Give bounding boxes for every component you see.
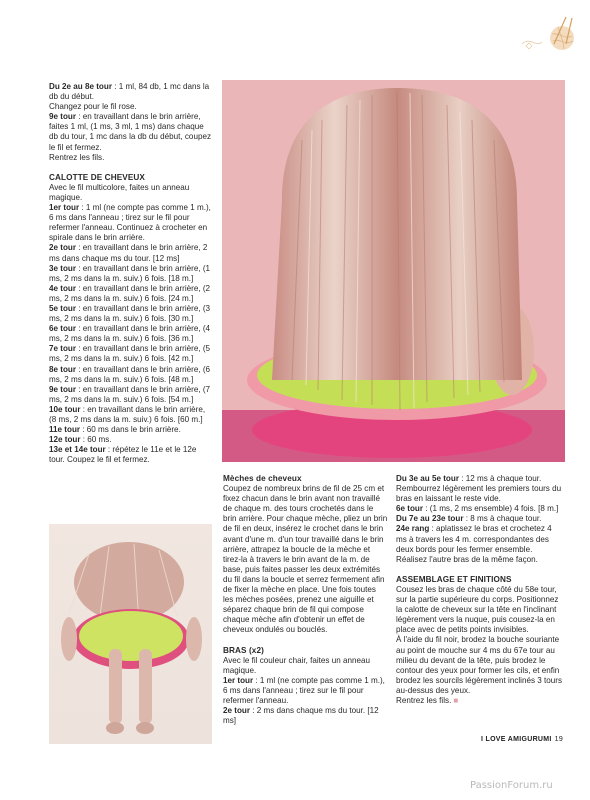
step-label: 7e tour	[49, 344, 76, 354]
instruction-paragraph	[396, 484, 564, 504]
step-text: Réalisez l'autre bras de la même façon.	[396, 554, 538, 564]
instruction-paragraph	[396, 555, 564, 565]
instruction-paragraph	[49, 102, 213, 112]
paragraph-gap	[223, 636, 388, 646]
step-text: Rembourrez légèrement les premiers tours du bras en laissant le reste vide.	[396, 484, 562, 504]
step-text: : en travaillant dans le brin arrière, (4 ms, 2 ms dans la m. suiv.) 6 fois. [36 m.]	[49, 324, 211, 344]
step-text: : 8 ms à chaque tour.	[463, 514, 542, 524]
instruction-paragraph	[49, 435, 213, 445]
instruction-paragraph	[49, 385, 213, 405]
step-text: Coupez de nombreux brins de fil de 25 cm et fixez chacun dans le brin avant non travaillé de chaque m. des tours crochetés dans le brin arrière. Pour chaque mèche, pliez un brin de fil en deux, insérez le crochet dans le brin avant d'une m. d'un tour travaillé dans le brin arrière, attrapez la boucle de la mèche et tirez-la à travers le brin avant de la m. de base, puis faites passer les deux extrémités du fil dans la boucle et serrez fermement afin de fixer la mèche en place. Une fois toutes les mèches posées, prenez une aiguille et séparez chaque brin de fil qui compose chaque mèche afin d'obtenir un effet de cheveux ondulés ou bouclés.	[223, 484, 388, 635]
step-label: 24e rang	[396, 524, 430, 534]
step-label: 2e tour	[49, 243, 76, 253]
step-text: Avec le fil multicolore, faites un anneau magique.	[49, 182, 190, 202]
end-mark: ■	[453, 695, 459, 705]
step-label: 13e et 14e tour	[49, 445, 106, 455]
step-label: Du 7e au 23e tour	[396, 514, 464, 524]
step-text: : en travaillant dans le brin arrière, (3 ms, 2 ms dans la m. suiv.) 6 fois. [30 m.]	[49, 303, 211, 324]
instruction-paragraph	[49, 112, 213, 152]
section-heading: BRAS (x2)	[223, 645, 264, 655]
step-label: 6e tour	[49, 324, 76, 334]
step-label: 1er tour	[223, 675, 254, 685]
page-footer	[481, 736, 563, 743]
instruction-paragraph	[49, 243, 213, 263]
step-text: : en travaillant dans le brin arrière, (6 ms, 2 ms dans la m. suiv.) 6 fois. [48 m.]	[49, 364, 211, 384]
instruction-paragraph	[396, 524, 564, 554]
magazine-name: I LOVE AMIGURUMI	[481, 736, 552, 743]
step-label: 4e tour	[49, 283, 76, 293]
step-text: : 60 ms.	[80, 435, 112, 445]
step-text: : en travaillant dans le brin arrière, (5 ms, 2 ms dans la m. suiv.) 6 fois. [42 m.]	[49, 344, 211, 364]
instruction-paragraph	[49, 324, 213, 344]
step-text: : (1 ms, 2 ms ensemble) 4 fois. [8 m.]	[423, 504, 559, 514]
step-label: Du 3e au 5e tour	[396, 474, 459, 483]
step-text: : 60 ms dans le brin arrière.	[80, 425, 181, 435]
doll-back-photo	[222, 80, 565, 462]
paragraph-gap	[396, 565, 564, 575]
instruction-paragraph	[396, 585, 564, 635]
instruction-paragraph	[223, 706, 388, 726]
instruction-paragraph	[49, 304, 213, 324]
doll-hair-illustration	[222, 80, 565, 462]
paragraph-gap	[49, 163, 213, 173]
step-text: : aplatissez le bras et crochetez 4 ms à travers les 4 m. correspondantes des deux bords pour les fermer ensemble.	[396, 524, 552, 554]
step-text: Rentrez les fils.	[49, 152, 105, 162]
step-text: : 1 ml (ne compte pas comme 1 m.), 6 ms dans l'anneau ; tirez sur le fil pour refermer l'anneau. Continuez à crocheter en spirale dans le brin arrière.	[49, 203, 211, 243]
instruction-paragraph	[49, 183, 213, 203]
step-label: 10e tour	[49, 404, 81, 414]
step-text: : en travaillant dans le brin arrière, (7 ms, 2 ms dans la m. suiv.) 6 fois. [54 m.]	[49, 384, 211, 404]
instruction-paragraph	[396, 696, 564, 706]
step-text: À l'aide du fil noir, brodez la bouche souriante au point de mouche sur 4 ms du 67e tour au milieu du devant de la tête, puis brodez le contour des yeux pour former les cils, et enfin brodez les sourcils légèrement inclinés 3 tours au-dessus des yeux.	[396, 635, 563, 695]
step-label: 5e tour	[49, 303, 76, 313]
doll-lying-photo	[49, 524, 212, 744]
instruction-paragraph	[49, 365, 213, 385]
instruction-paragraph	[49, 82, 213, 102]
step-label: 1er tour	[49, 203, 80, 213]
watermark: PassionForum.ru	[470, 780, 553, 791]
step-text: : répétez le 11e et le 12e tour. Coupez le fil et fermez.	[49, 445, 197, 465]
step-label: Du 2e au 8e tour	[49, 82, 112, 91]
step-label: 8e tour	[49, 364, 76, 374]
page-number: 19	[554, 736, 564, 743]
instruction-paragraph	[49, 445, 213, 465]
step-text: Avec le fil couleur chair, faites un anneau magique.	[223, 655, 370, 675]
step-label: 6e tour	[396, 504, 423, 514]
step-text: : en travaillant dans le brin arrière, (2 ms, 2 ms dans la m. suiv.) 6 fois. [24 m.]	[49, 283, 211, 303]
step-label: 9e tour	[49, 384, 76, 394]
step-text: : en travaillant dans le brin arrière, (1 ms, 2 ms dans la m. suiv.) 6 fois. [18 m.]	[49, 263, 211, 283]
instruction-paragraph	[49, 284, 213, 304]
step-text: : en travaillant dans le brin arrière, 2 ms dans chaque ms du tour. [12 ms]	[49, 243, 208, 263]
instruction-paragraph	[396, 504, 564, 514]
instruction-paragraph	[223, 656, 388, 676]
yarn-ball-icon	[520, 14, 580, 54]
section-heading: ASSEMBLAGE ET FINITIONS	[396, 574, 512, 584]
step-text: Changez pour le fil rose.	[49, 102, 137, 112]
step-label: 9e tour	[49, 112, 76, 122]
column-right	[396, 474, 564, 706]
section-heading: Mèches de cheveux	[223, 474, 302, 483]
instruction-paragraph	[396, 474, 564, 484]
instruction-paragraph	[49, 425, 213, 435]
doll-lying-illustration	[49, 524, 212, 744]
step-text: : en travaillant dans le brin arrière, (8 ms, 2 ms dans la m. suiv.) 6 fois. [60 m.]	[49, 404, 206, 424]
step-text: Cousez les bras de chaque côté du 58e tour, sur la partie supérieure du corps. Positionnez la calotte de cheveux sur la tête en l'inclinant légèrement vers la nuque, puis cousez-la en place avec de petits points invisibles.	[396, 584, 559, 635]
step-text: : 12 ms à chaque tour.	[458, 474, 542, 483]
step-text: : 1 ml (ne compte pas comme 1 m.), 6 ms dans l'anneau ; tirez sur le fil pour refermer l'anneau.	[223, 675, 385, 705]
step-text: : 1 ml, 84 db, 1 mc dans la db du début.	[49, 82, 210, 102]
instruction-paragraph	[49, 203, 213, 243]
step-text: Rentrez les fils.	[396, 695, 452, 705]
step-label: 3e tour	[49, 263, 76, 273]
instruction-paragraph	[223, 484, 388, 635]
column-middle	[223, 474, 388, 726]
step-text: : 2 ms dans chaque ms du tour. [12 ms]	[223, 706, 379, 726]
instruction-paragraph	[49, 405, 213, 425]
instruction-paragraph	[223, 676, 388, 706]
step-label: 2e tour	[223, 706, 250, 716]
instruction-paragraph	[396, 514, 564, 524]
instruction-paragraph	[396, 635, 564, 696]
column-left	[49, 82, 213, 465]
instruction-paragraph	[49, 344, 213, 364]
step-label: 11e tour	[49, 425, 81, 435]
instruction-paragraph	[49, 153, 213, 163]
step-label: 12e tour	[49, 435, 81, 445]
instruction-paragraph	[49, 264, 213, 284]
step-text: : en travaillant dans le brin arrière, faites 1 ml, (1 ms, 3 ml, 1 ms) dans chaque db du tour, 1 mc dans la db du début, coupez le fil et fermez.	[49, 112, 211, 152]
section-heading: CALOTTE DE CHEVEUX	[49, 172, 145, 182]
